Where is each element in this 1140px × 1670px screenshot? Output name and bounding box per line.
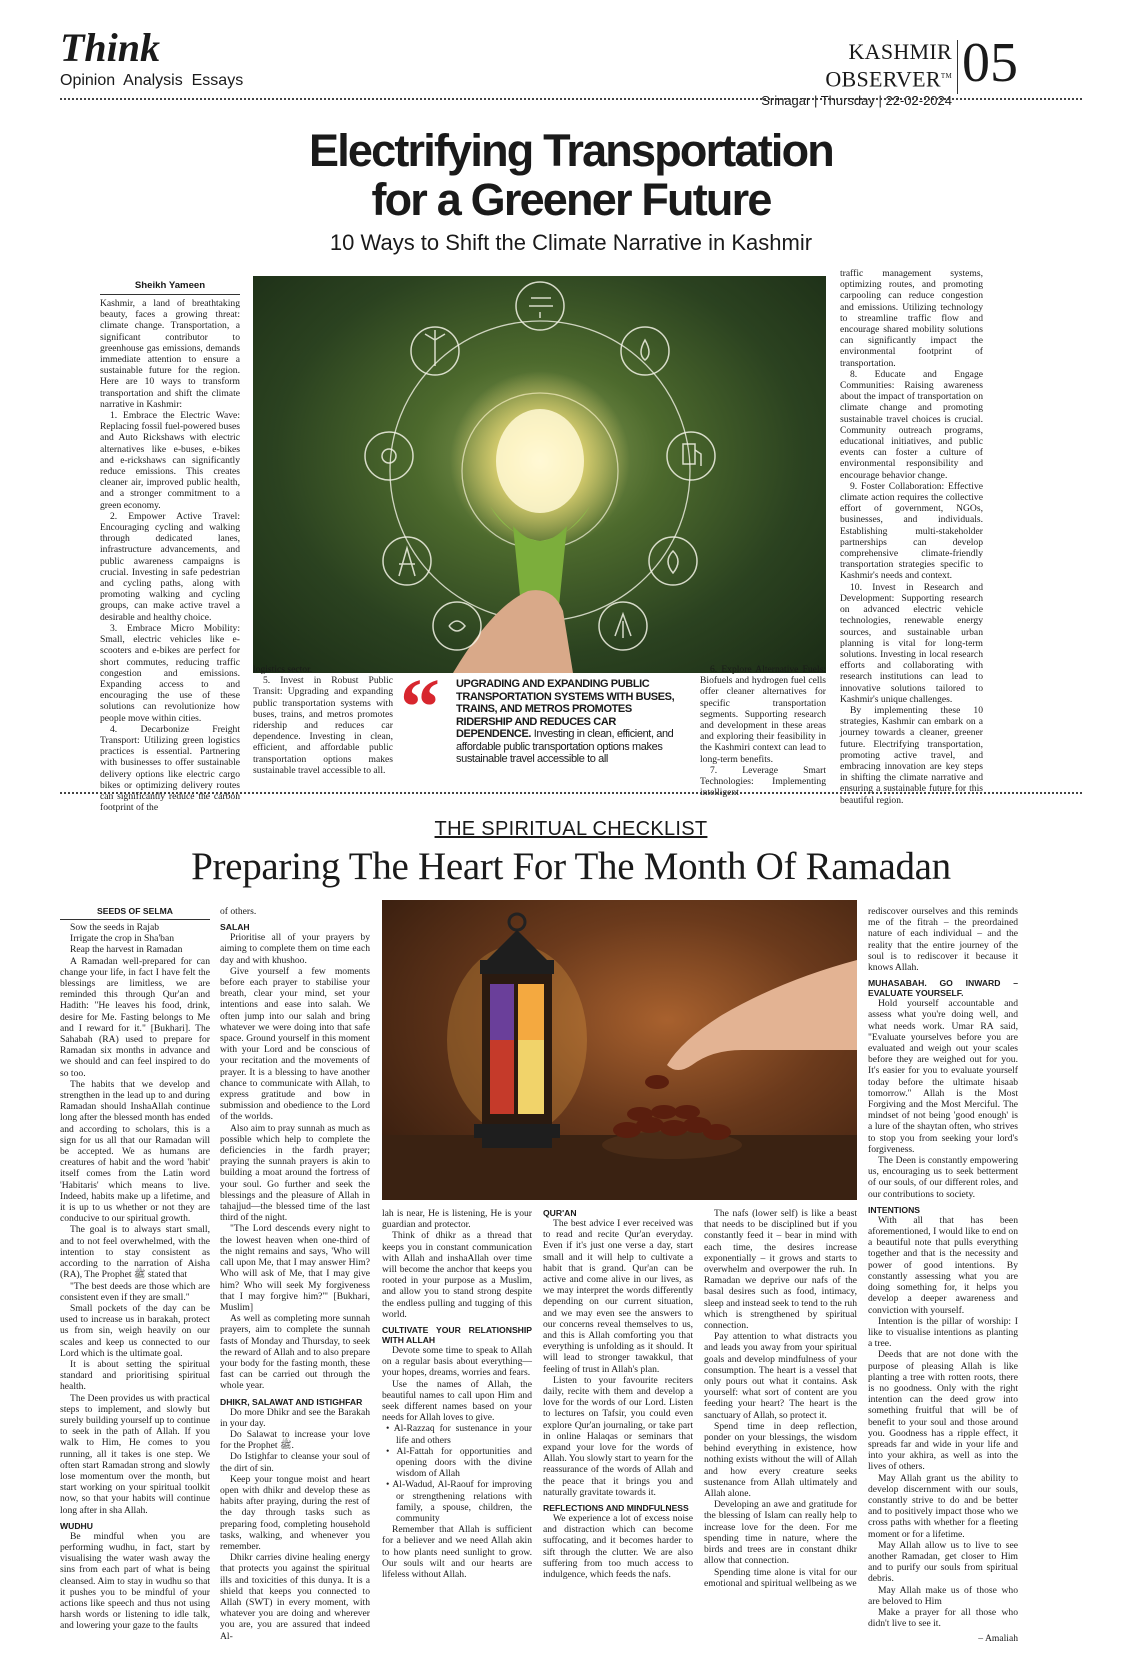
article2-column-e xyxy=(704,1208,857,1658)
article2-paragraph: Developing an awe and gratitude for the blessing of Islam can really help to increase love for the deen. For me spending time in nature, where the birds and trees are in constant dhikr allow that connection. xyxy=(704,1499,857,1567)
article1-column-4 xyxy=(840,268,983,806)
list-item: • Al-Fattah for opportunities and opening doors with the divine wisdom of Allah xyxy=(386,1445,532,1480)
article2-paragraph: The habits that we develop and strengthen in the lead up to and during Ramadan should InshaAllah continue long after the blessed month has ended and according to scholars, this is a sign for us all that our Ramadan will be accepted. We as humans are creatures of habit and the word 'habit' itself comes from the Latin word 'Habitaris' which means to live. Indeed, habits make up a lifetime, and it is up to us whether or not they are conducive to our spiritual growth. xyxy=(60,1078,210,1225)
article1-column-2 xyxy=(253,664,393,779)
article2-column-c xyxy=(382,1208,532,1658)
subheading-salah: SALAH xyxy=(220,922,250,933)
article2-paragraph: lah is near, He is listening, He is your guardian and protector. xyxy=(382,1208,532,1231)
article2-paragraph: Use the names of Allah, the beautiful names to call upon Him and seek different names based on your needs for Allah loves to give. xyxy=(382,1378,532,1424)
article1-column-3 xyxy=(700,664,826,799)
article1-paragraph: 8. Educate and Engage Communities: Raising awareness about the impact of transportation on climate change and promoting sustainable travel choices is crucial. Community outreach programs, educational initiatives, and public events can foster a culture of environmental responsibility and encourage behavior change. xyxy=(840,368,983,481)
article2-paragraph: May Allah grant us the ability to develop discernment with our souls, constantly strive to do and be better and to positively impact those who we cross paths with whether for a fleeting moment or for a lifetime. xyxy=(868,1472,1018,1540)
subheading-muhasabah: MUHASABAH. GO INWARD – EVALUATE YOURSELF. xyxy=(868,978,1018,999)
dateline: Srinagar | Thursday | 22-02-2024 xyxy=(761,93,952,109)
article2-paragraph: The best advice I ever received was to read and recite Qur'an everyday. Even if it's just one verse a day, start small and it will help to cultivate a habit that is grand. Qur'an can be active and come alive in our lives, as we may interpret the words differently depending on our current situation, and we may even see the answers to our concerns reveal themselves to us, and this is Allah comforting you that everything is unfolding as it should. It will lead to stronger tawakkul, that feeling of trust in Allah's plan. xyxy=(543,1218,693,1375)
article1-paragraph: 4. Decarbonize Freight Transport: Utilizing green logistics practices is essential. Partnering with businesses to offer sustainable delivery options like electric cargo bikes or optimizing delivery routes can significantly reduce the carbon footprint of the xyxy=(100,723,240,814)
article1-column-1 xyxy=(100,298,240,858)
article2-column-d xyxy=(543,1208,693,1658)
article1-paragraph: 10. Invest in Research and Development: Supporting research on advanced electric vehicle technologies, renewable energy sources, and sustainable urban planning is vital for long-term solutions. Investing in local research efforts and collaborating with research institutions can lead to innovative solutions tailored to Kashmir's unique challenges. xyxy=(840,581,983,705)
article2-paragraph: As well as completing more sunnah prayers, aim to complete the sunnah fasts of Monday and Thursday, to seek the reward of Allah and to also prepare your body for the fasting month, these fast can be carried out through the whole year. xyxy=(220,1313,370,1392)
section-subtitle: Opinion Analysis Essays xyxy=(60,72,244,89)
energy-icons-illustration xyxy=(253,276,826,673)
header-rule xyxy=(60,98,1082,100)
article2-paragraph: Devote some time to speak to Allah on a regular basis about everything—your hopes, dreams, worries and fears. xyxy=(382,1345,532,1379)
header-divider xyxy=(957,40,958,94)
pull-quote xyxy=(400,664,690,776)
article2-paragraph: Give yourself a few moments before each prayer to stabilise your breath, clear your mind, set your intentions and ease into salah. We often jump into our salah and bring whatever we were doing into that safe space. Ground yourself in this moment with your Lord and be conscious of your recitation and the movements of prayer. It is a blessing to have another chance to communicate with Allah, to express gratitude and bow in submission and obedience to the Lord of the worlds. xyxy=(220,965,370,1123)
article2-byline: SEEDS OF SELMA xyxy=(60,906,210,920)
article2-paragraph: Also aim to pray sunnah as much as possible which help to complete the deficiencies in the fardh prayer; praying the sunnah prayers is akin to building a moat around the fortress of your soul. Go further and seek the blessings and the pleasure of Allah in tahajjud—the blessed time of the last third of the night. xyxy=(220,1122,370,1224)
article2-paragraph: of others. xyxy=(220,906,257,917)
article1-paragraph: By implementing these 10 strategies, Kashmir can embark on a journey towards a cleaner, greener future. Electrifying transportation, promoting active travel, and embracing innovation are key steps in shifting the climate narrative and ensuring a sustainable future for this beautiful region. xyxy=(840,704,983,806)
article2-headline: Preparing The Heart For The Month Of Ramadan xyxy=(191,845,951,888)
article1-paragraph: 5. Invest in Robust Public Transit: Upgrading and expanding public transportation systems with buses, trains, and metros promotes ridership and reduces car dependence. Investing in clean, efficient, and affordable public transportation options makes sustainable travel accessible to all. xyxy=(253,675,393,776)
article1-photo xyxy=(253,276,826,673)
article2-paragraph: The goal is to always start small, and to not feel overwhelmed, with the intention to stay consistent as according to the narration of Aisha (RA), The Prophet ﷺ stated that xyxy=(60,1224,210,1281)
subheading-intentions: INTENTIONS xyxy=(868,1204,921,1215)
article2-paragraph: rediscover ourselves and this reminds me of the fitrah – the preordained nature of each individual – and the reality that the entire journey of the soul is to rediscover it because it knows Allah. xyxy=(868,906,1018,974)
subheading-wudhu: WUDHU xyxy=(60,1520,93,1531)
subheading-cultivate: CULTIVATE YOUR RELATIONSHIP WITH ALLAH xyxy=(382,1325,532,1346)
article2-paragraph: The nafs (lower self) is like a beast that needs to be disciplined but if you constantly feed it – bear in mind with each time, the desires increase exponentially – it grows and starts to overwhelm and overpower the ruh. In Ramadan we deprive our nafs of the basal desires such as food, intimacy, sleep and instead seek to tend to the ruh which is strengthened by spiritual connection. xyxy=(704,1208,857,1332)
article2-paragraph: A Ramadan well-prepared for can change your life, in fact I have felt the blessings are limitless, we are reminded this through Qur'an and Hadith: "He leaves his food, drink, desire for Me. Fasting belongs to Me and I reward for it." [Bukhari]. The Sahabah (RA) used to prepare for Ramadan six months in advance and we should and can feel inspired to do so too. xyxy=(60,955,210,1079)
article2-paragraph: Dhikr carries divine healing energy that protects you against the spiritual ills and toxicities of this dunya. It is a shield that keeps you connected to Allah (SWT) in every moment, with whatever you are doing and wherever you are, you are assured that indeed Al- xyxy=(220,1552,370,1642)
article1-paragraph: 3. Embrace Micro Mobility: Small, electric vehicles like e-scooters and e-bikes are perfect for short commutes, reducing traffic congestion and emissions. Expanding access to and encouraging the use of these solutions can revolutionize how people move within cities. xyxy=(100,622,240,724)
article2-paragraph: May Allah make us of those who are beloved to Him xyxy=(868,1584,1018,1607)
article2-column-f xyxy=(868,906,1018,1658)
quote-mark-icon: “ xyxy=(400,664,440,752)
article2-paragraph: The Deen is constantly empowering us, encouraging us to seek betterment of our souls, of our different roles, and our contributions to society. xyxy=(868,1155,1018,1200)
article2-paragraph: Spending time alone is vital for our emotional and spiritual wellbeing as we xyxy=(704,1566,857,1589)
article2-paragraph: Prioritise all of your prayers by aiming to complete them on time each day and with khushoo. xyxy=(220,932,370,966)
article2-paragraph: "The best deeds are those which are consistent even if they are small." xyxy=(60,1280,210,1303)
article2-signoff: – Amaliah xyxy=(978,1633,1018,1645)
article2-paragraph: Hold yourself accountable and assess what you're doing well, and what needs work. Umar RA said, "Evaluate yourselves before you are evaluated and weigh out your scales before they are weighed out for you. It's easier for you to evaluate yourself today before the ultimate hisaab tomorrow." Allah is the Most Forgiving and the Most Merciful. The mindset of not being 'good enough' is a lure of the shaytan often, who strives to stop you from seeking your lord's forgiveness. xyxy=(868,998,1018,1155)
article2-paragraph: Listen to your favourite reciters daily, recite with them and develop a love for the words of our Lord. Listen to lectures on Tafsir, you could even explore Qur'an journaling, or take part in online Halaqas or seminars that expand your love for the words of Allah. You slowly start to yearn for the reassurance of the words of Allah and the peace that it brings you and naturally gravitate towards it. xyxy=(543,1374,693,1498)
paper-name: KASHMIR OBSERVER xyxy=(825,39,952,92)
pull-quote-emphasis: UPGRADING AND EXPANDING PUBLIC TRANSPORTATION SYSTEMS WITH BUSES, TRAINS, AND METROS PROMOTES RIDERSHIP AND REDUCES CAR DEPENDENCE. xyxy=(456,678,675,740)
verse-line: Sow the seeds in Rajab xyxy=(70,922,159,933)
subheading-quran: QUR'AN xyxy=(543,1208,577,1218)
article2-paragraph: With all that has been aforementioned, I would like to end on a beautiful note that pulls everything together and that is the necessity and power of good intentions. By constantly assessing what you are doing something for, it helps you develop a deeper awareness and conviction with yourself. xyxy=(868,1214,1018,1316)
verse-line: Reap the harvest in Ramadan xyxy=(70,944,183,956)
article2-paragraph: Do Istighfar to cleanse your soul of the dirt of sin. xyxy=(220,1451,370,1474)
list-item: • Al-Razzaq for sustenance in your life and others xyxy=(386,1423,532,1446)
article1-paragraph: 6. Explore Alternative Fuels: Biofuels and hydrogen fuel cells offer cleaner alternatives for specific transportation segments. Supporting research and development in these areas and exploring their feasibility in the Kashmiri context can lead to long-term benefits. xyxy=(700,664,826,765)
article2-paragraph: It is about setting the spiritual standard and prioritising spiritual health. xyxy=(60,1358,210,1393)
article1-paragraph: traffic management systems, optimizing routes, and promoting carpooling can reduce congestion and emissions. Utilizing technology to streamline traffic flow and encourage shared mobility solutions can significantly impact the environmental footprint of transportation. xyxy=(840,268,983,369)
article2-paragraph: Remember that Allah is sufficient for a believer and we need Allah akin to how plants need sunlight to grow. Our souls wilt and our hearts are lifeless without Allah. xyxy=(382,1524,532,1581)
names-list xyxy=(382,1423,532,1524)
article2-column-a xyxy=(60,922,210,1657)
article2-kicker: THE SPIRITUAL CHECKLIST xyxy=(434,818,708,840)
section-title: Think xyxy=(60,25,161,70)
article2-paragraph: Make a prayer for all those who didn't live to see it. xyxy=(868,1606,1018,1630)
article1-paragraph: 1. Embrace the Electric Wave: Replacing fossil fuel-powered buses and Auto Rickshaws with electric alternatives like e-buses, e-bikes and e-rickshaws can significantly reduce emissions. This creates cleaner air, improved public health, and a stronger commitment to a green economy. xyxy=(100,410,240,511)
subheading-reflections: REFLECTIONS AND MINDFULNESS xyxy=(543,1503,689,1514)
article2-paragraph: Small pockets of the day can be used to increase us in barakah, protect us from sin, weigh heavily on our scales and keep us connected to our Lord which is the ultimate goal. xyxy=(60,1302,210,1359)
article1-byline: Sheikh Yameen xyxy=(100,280,240,295)
lantern-and-dates-illustration xyxy=(382,900,857,1200)
article2-paragraph: We experience a lot of excess noise and distraction which can become suffocating, and it becomes harder to sift through the clutter. We are also suffering from too much access to indulgence, which feeds the nafs. xyxy=(543,1513,693,1581)
article2-paragraph: Keep your tongue moist and heart open with dhikr and develop these as habits after praying, during the rest of the day through tasks such as preparing food, completing household tasks, walking, and whenever you remember. xyxy=(220,1473,370,1552)
article1-headline: Electrifying Transportation for a Greener Future xyxy=(309,125,833,225)
article2-paragraph: Think of dhikr as a thread that keeps you in constant communication with Allah and inshaAllah over time will become the anchor that keeps you rooted in your purpose as a Muslim, and allow you to stand strong despite the endless pulling and tugging of this world. xyxy=(382,1230,532,1320)
article2-paragraph: Spend time in deep reflection, ponder on your blessings, the wisdom behind everything in existence, how nothing exists without the will of Allah and how every creature seeks sustenance from Allah ultimately and Allah alone. xyxy=(704,1420,857,1500)
article1-paragraph: 9. Foster Collaboration: Effective climate action requires the collective effort of government, NGOs, businesses, and individuals. Establishing multi-stakeholder partnerships can develop comprehensive climate-friendly transportation strategies specific to Kashmir's needs and context. xyxy=(840,480,983,582)
article1-subheadline: 10 Ways to Shift the Climate Narrative in Kashmir xyxy=(329,230,813,255)
article1-paragraph: logistics sector. xyxy=(253,664,313,675)
article1-paragraph: 7. Leverage Smart Technologies: Implementing intelligent xyxy=(700,764,826,799)
article2-paragraph: Be mindful when you are performing wudhu, in fact, start by visualising the water wash away the sins from each part of what is being cleansed. Aim to stay in wudhu so that it pushes you to be mindful of your actions like speech and thus not using harsh words or listening to idle talk, and lowering your gaze to the faults xyxy=(60,1530,210,1632)
article2-paragraph: "The Lord descends every night to the lowest heaven when one-third of the night remains and says, 'Who will call upon Me, that I may answer Him? Who will ask of Me, that I may give him? Who will seek My forgiveness that I may forgive him?'" [Bukhari, Muslim] xyxy=(220,1223,370,1313)
article2-paragraph: Pay attention to what distracts you and leads you away from your spiritual goals and develop mindfulness of your consumption. The heart is a vessel that only pours out what it contains. Ask yourself: what sort of content are you feeding your heart? The heart is the sanctuary of Allah, so protect it. xyxy=(704,1331,857,1421)
subheading-dhikr: DHIKR, SALAWAT AND ISTIGHFAR xyxy=(220,1396,363,1407)
section-divider xyxy=(60,792,1082,794)
page-number: 05 xyxy=(962,32,1018,94)
article1-lead-paragraph: Kashmir, a land of breathtaking beauty, faces a growing threat: climate change. Transportation, a significant contributor to greenhouse gas emissions, demands immediate attention to ensure a sustainable future for the region. Here are 10 ways to transform transportation and shift the climate narrative in Kashmir: xyxy=(100,298,240,410)
article1-paragraph: 2. Empower Active Travel: Encouraging cycling and walking through dedicated lanes, infrastructure advancements, and public awareness campaigns is crucial. Investing in safe pedestrian and cycling paths, along with promoting walking and cycling groups, can make active travel a desirable and healthy choice. xyxy=(100,510,240,623)
list-item: • Al-Wadud, Al-Raouf for improving or strengthening relations with family, a spouse, children, the community xyxy=(386,1479,532,1525)
article2-paragraph: Intention is the pillar of worship: I like to visualise intentions as planting a tree. xyxy=(868,1315,1018,1350)
article2-photo xyxy=(382,900,857,1200)
pull-quote-text: Investing in clean, efficient, and affordable public transportation options makes sustainable travel accessible to all xyxy=(456,728,674,765)
trademark: TM xyxy=(940,72,952,80)
article2-paragraph: Deeds that are not done with the purpose of pleasing Allah is like planting a tree with rotten roots, there is no goodness. Only with the right intention can the deed grow into something fruitful that will be of benefit to your soul and those around you. Goodness has a ripple effect, it spreads far and wide in your life and into your akhira, as well as into the lives of others. xyxy=(868,1349,1018,1473)
article2-paragraph: Do Salawat to increase your love for the Prophet ﷺ. xyxy=(220,1428,370,1452)
article2-paragraph: Do more Dhikr and see the Barakah in your day. xyxy=(220,1406,370,1429)
article2-paragraph: The Deen provides us with practical steps to implement, and slowly but surely building yourself up to continue to seek in the path of Allah. If you walk to Him, He comes to you running, all it takes is one step. We often start Ramadan strong and slowly lose momentum over the month, but start working on your spiritual toolkit now, so that your habits will continue long after in sha Allah. xyxy=(60,1392,210,1516)
verse-line: Irrigate the crop in Sha'ban xyxy=(70,933,175,945)
article2-column-b xyxy=(220,906,370,1656)
article2-paragraph: May Allah allow us to live to see another Ramadan, get closer to Him and to purify our souls from spiritual debris. xyxy=(868,1539,1018,1585)
